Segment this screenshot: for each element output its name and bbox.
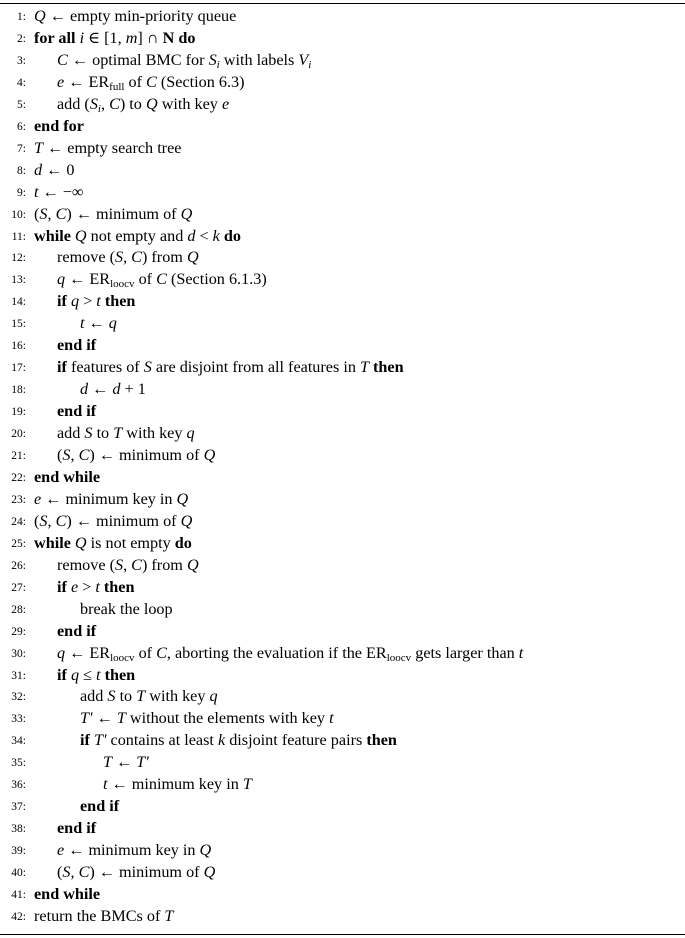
line-code: q ← $ER_{loocv}$ of C, aborting the evaluation if the $ER_{loocv}$ gets larger than t xyxy=(57,643,524,664)
line-number: 18: xyxy=(11,384,26,397)
line-code: e ← minimum key in Q xyxy=(57,841,212,860)
line-number: 7: xyxy=(17,142,26,155)
line-code: while Q is not empty do xyxy=(34,533,192,552)
algorithm-line xyxy=(0,444,685,466)
algorithm-line xyxy=(0,181,685,203)
line-number: 14: xyxy=(11,296,26,309)
top-rule xyxy=(0,3,685,4)
algorithm-line xyxy=(0,685,685,707)
line-number: 38: xyxy=(11,823,26,836)
line-code: (S, C) ← minimum of Q xyxy=(34,511,193,530)
algorithm-line xyxy=(0,510,685,532)
algorithm-line xyxy=(0,49,685,71)
algorithm-line xyxy=(0,203,685,225)
line-code: end while xyxy=(34,467,101,486)
line-number: 26: xyxy=(11,559,26,572)
line-code: if q > t then xyxy=(57,292,136,311)
algorithm-line xyxy=(0,773,685,795)
line-code: q ← $ER_{loocv}$ of C (Section 6.1.3) xyxy=(57,270,267,291)
algorithm-line xyxy=(0,356,685,378)
algorithm-line xyxy=(0,268,685,290)
algorithm-line xyxy=(0,5,685,27)
line-code: (S, C) ← minimum of Q xyxy=(57,446,216,464)
line-code: while Q not empty and d < k do xyxy=(34,226,242,245)
line-code: return the BMCs of T xyxy=(34,906,174,925)
line-code: if features of S are disjoint from all features in T then xyxy=(57,358,404,377)
line-number: 37: xyxy=(11,801,26,814)
line-code: d ← 0 xyxy=(34,160,75,179)
line-number: 15: xyxy=(11,318,26,331)
line-number: 36: xyxy=(11,779,26,792)
algorithm-line xyxy=(0,71,685,93)
line-code: end if xyxy=(57,336,97,355)
line-code: t ← q xyxy=(80,314,117,333)
line-number: 17: xyxy=(11,362,26,375)
algorithm-line xyxy=(0,422,685,444)
line-number: 41: xyxy=(11,889,26,901)
line-code: t ← −∞ xyxy=(34,182,84,201)
algorithm-line xyxy=(0,246,685,268)
line-number: 29: xyxy=(11,625,26,638)
line-code: T′ ← T without the elements with key t xyxy=(80,709,334,728)
line-code: T ← empty search tree xyxy=(34,138,182,157)
algorithm-line xyxy=(0,664,685,686)
line-code: t ← minimum key in T xyxy=(103,775,252,794)
line-number: 5: xyxy=(17,98,26,111)
line-code: d ← d + 1 xyxy=(80,380,146,399)
line-number: 31: xyxy=(11,669,26,682)
line-code: for all i ∈ [1, m] ∩ N do xyxy=(34,28,196,47)
line-number: 16: xyxy=(11,340,26,353)
line-number: 20: xyxy=(11,428,26,441)
line-code: break the loop xyxy=(80,599,173,618)
line-number: 3: xyxy=(17,54,26,67)
algorithm-line xyxy=(0,400,685,422)
algorithm-line xyxy=(0,598,685,620)
algorithm-line xyxy=(0,378,685,400)
algorithm-line xyxy=(0,576,685,598)
algorithm-line xyxy=(0,795,685,817)
line-code: end for xyxy=(34,116,84,135)
line-number: 24: xyxy=(11,515,26,528)
algorithm-line xyxy=(0,488,685,510)
line-code: end if xyxy=(57,621,97,640)
algorithm-line xyxy=(0,729,685,751)
line-number: 23: xyxy=(11,493,26,506)
algorithm-line xyxy=(0,554,685,576)
algorithm-line xyxy=(0,883,685,905)
line-code: C ← optimal BMC for $S_i$ with labels $V_i$ xyxy=(57,50,312,71)
line-code: T ← T′ xyxy=(103,753,149,772)
algorithm-line xyxy=(0,839,685,861)
line-number: 8: xyxy=(17,164,26,177)
algorithm-line xyxy=(0,290,685,312)
line-number: 32: xyxy=(11,691,26,704)
line-number: 35: xyxy=(11,757,26,770)
algorithm-line xyxy=(0,751,685,773)
line-number: 10: xyxy=(11,208,26,221)
line-number: 12: xyxy=(11,252,26,265)
line-code: add S to T with key q xyxy=(80,687,218,706)
line-code: if q ≤ t then xyxy=(57,665,136,684)
line-number: 19: xyxy=(11,406,26,419)
algorithm-line xyxy=(0,532,685,554)
line-code: if T′ contains at least k disjoint feature pairs then xyxy=(80,731,397,750)
line-number: 1: xyxy=(17,11,26,23)
line-number: 25: xyxy=(11,537,26,550)
algorithm-line xyxy=(0,707,685,729)
line-code: remove (S, C) from Q xyxy=(57,555,199,574)
line-code: add ($S_i$, C) to Q with key e xyxy=(57,94,230,115)
line-code: Q ← empty min-priority queue xyxy=(34,7,237,25)
line-code: end if xyxy=(57,402,97,421)
line-number: 42: xyxy=(11,910,26,923)
algorithm-line xyxy=(0,115,685,137)
algorithm-line xyxy=(0,817,685,839)
algorithm-line xyxy=(0,466,685,488)
line-code: e ← $ER_{full}$ of C (Section 6.3) xyxy=(57,72,245,93)
line-code: end if xyxy=(80,797,120,816)
line-number: 9: xyxy=(17,186,26,199)
line-number: 39: xyxy=(11,845,26,858)
line-code: e ← minimum key in Q xyxy=(34,489,189,508)
algorithm-line xyxy=(0,861,685,883)
algorithm-line xyxy=(0,225,685,247)
line-number: 2: xyxy=(17,32,26,45)
line-code: remove (S, C) from Q xyxy=(57,248,199,267)
algorithm-line xyxy=(0,137,685,159)
line-code: (S, C) ← minimum of Q xyxy=(57,863,216,882)
line-number: 28: xyxy=(11,603,26,616)
line-number: 21: xyxy=(11,450,26,462)
line-code: add S to T with key q xyxy=(57,424,195,443)
line-number: 22: xyxy=(11,471,26,484)
line-number: 6: xyxy=(17,120,26,133)
algorithm-line xyxy=(0,905,685,927)
line-number: 34: xyxy=(11,735,26,748)
line-code: (S, C) ← minimum of Q xyxy=(34,204,193,223)
algorithm-line xyxy=(0,312,685,334)
algorithm-line xyxy=(0,159,685,181)
algorithm-line xyxy=(0,642,685,664)
line-number: 4: xyxy=(17,76,26,89)
algorithm-line xyxy=(0,27,685,49)
line-number: 11: xyxy=(11,230,26,243)
line-number: 33: xyxy=(11,713,26,726)
line-number: 27: xyxy=(11,581,26,594)
algorithm-line xyxy=(0,334,685,356)
line-code: end while xyxy=(34,885,101,903)
line-number: 30: xyxy=(11,647,26,660)
algorithm-line xyxy=(0,620,685,642)
line-code: if e > t then xyxy=(57,577,135,596)
algorithm-line xyxy=(0,93,685,115)
line-number: 40: xyxy=(11,867,26,880)
line-number: 13: xyxy=(11,274,26,287)
line-code: end if xyxy=(57,819,97,838)
bottom-rule xyxy=(0,934,685,935)
